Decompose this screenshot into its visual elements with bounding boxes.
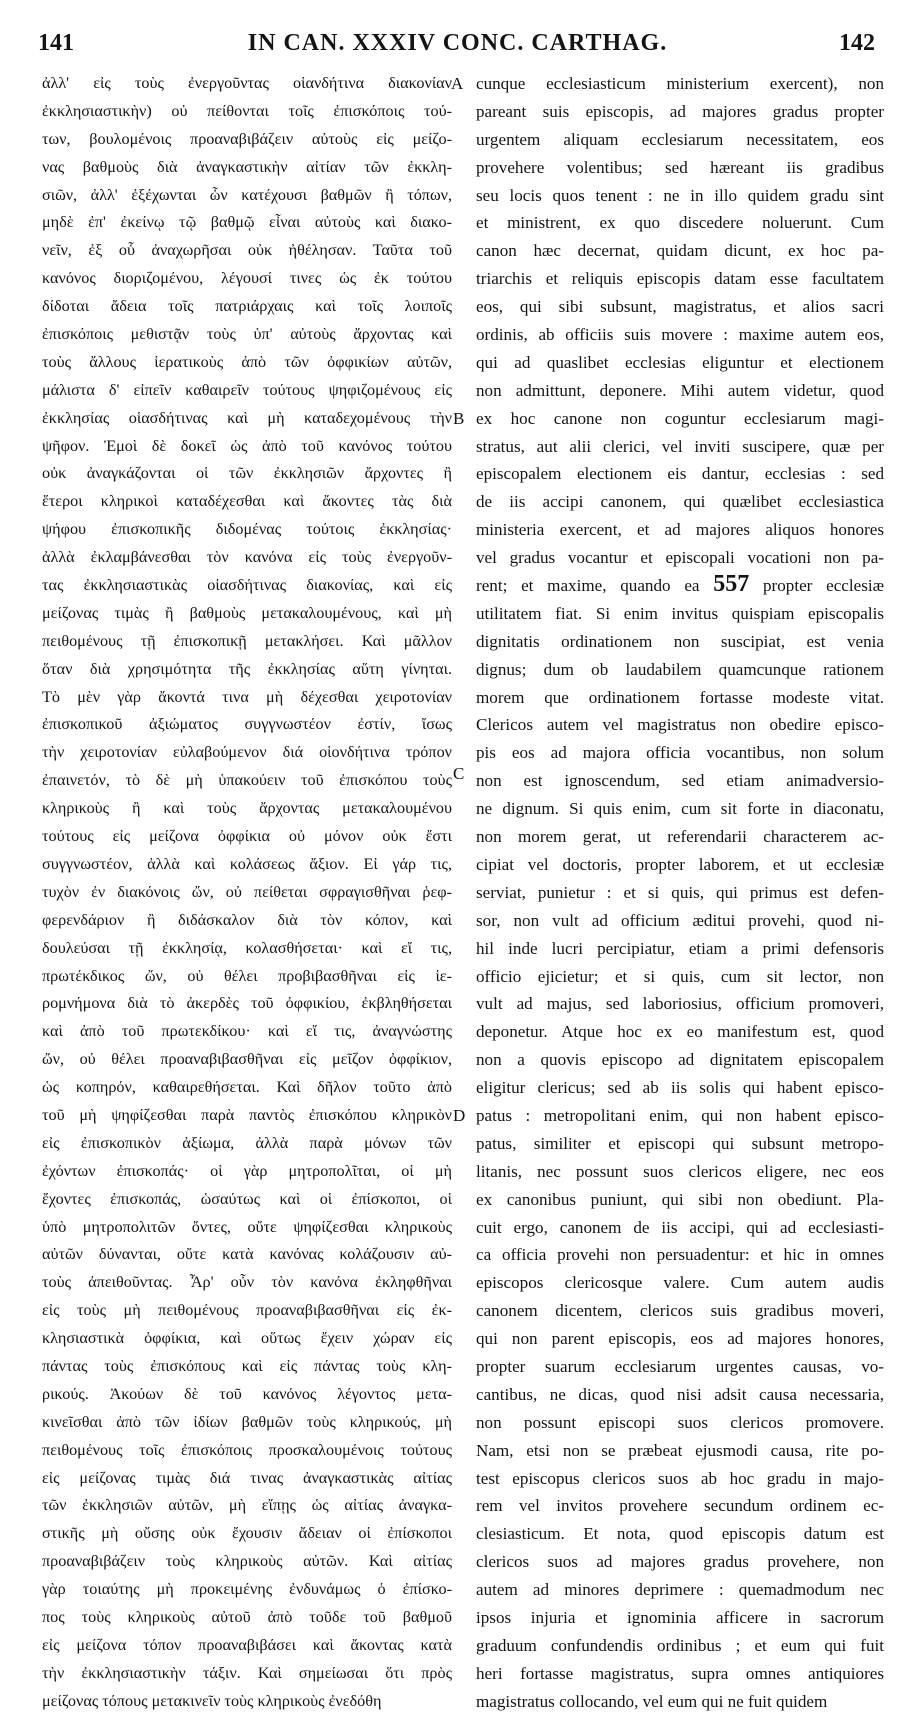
text-line: ex canonibus puniunt, qui sibi non obediunt. Pla- [476,1189,884,1209]
text-line: ὡς κοπηρόν, καθαιρεθήσεται. Καὶ δῆλον τοῦτο ἀπὸ [42,1078,452,1097]
text-line: πειθομένους τῇ ἐπισκοπικῇ μετακλήσει. Καὶ μᾶλλον [42,631,452,650]
text-line: qui non parent episcopis, eos ad majores honores, [476,1329,884,1349]
text-line: ἀλλὰ ἐκλαμβάνεσθαι τὸν κανόνα εἰς τοὺς ἐνεργοῦν- [42,548,452,567]
text-line: ὑπὸ μητροπολιτῶν ὄντες, οὔτε ψηφίζεσθαι κληρικοὺς [42,1217,452,1236]
text-line: κινεῖσθαι ἀπὸ τῶν ἰδίων βαθμῶν τοὺς κληρικούς, μὴ [42,1412,452,1431]
text-line: ἐπαινετόν, τὸ δὲ μὴ ὑπακούειν τοῦ ἐπισκόπου τοὺς [42,771,452,790]
text-line: σιῶν, ἀλλ' ἐξέχωνται ὧν κατέχουσι βαθμῶν ἢ τόπων, [42,185,452,204]
text-line: μηδὲ ἐπ' ἐκείνῳ τῷ βαθμῷ εἶναι αὐτοὺς καὶ διακο- [42,213,452,232]
text-line: canon hæc decernat, quidam dicunt, ex hoc pa- [476,241,884,261]
text-line: κανόνος διοριζομένου, λέγουσί τινες ὡς ἐκ τούτου [42,269,452,288]
text-line: dignitatis ordinationem non suscipiat, est venia [476,631,884,651]
text-line: προαναβιβάζειν τοὺς κληρικοὺς αὐτῶν. Καὶ αἰτίας [42,1552,452,1571]
text-line: pareant suis episcopis, ad majores gradus propter [476,101,884,121]
text-line: νας βαθμοὺς διὰ ἀναγκαστικὴν αἰτίαν τῶν ἐκκλη- [42,157,452,176]
text-line: deponetur. Atque hoc ex eo manifestum est, quod [476,1022,884,1042]
latin-column [476,70,884,1716]
text-line: ἐκκλησιαστικὴν) οὐ πείθονται τοῖς ἐπισκόποις τού- [42,101,452,120]
text-line: των, βουλομένοις προαναβιβάζειν αὐτοὺς εἰς μείζο- [42,129,452,148]
text-line: ἐχόντων ἐπισκοπάς· οἱ γὰρ μητροπολῖται, οἱ μὴ [42,1161,452,1180]
text-line: πρωτέκδικος ὤν, οὐ θέλει προβιβασθῆναι εἰς ἱε- [42,966,452,985]
text-line: ca officia provehi non persuadentur: et hic in omnes [476,1245,884,1265]
text-line: seu locis quos tenent : ne in illo quidem gradu sint [476,185,884,205]
text-line: ministeria exercent, et ad majores aliquos honores [476,520,884,540]
text-line: episcopos clericosque valere. Cum autem audis [476,1273,884,1293]
text-line: morem que ordinationem fortasse modeste vitat. [476,687,884,707]
text-line: τὴν χειροτονίαν εὐλαβούμενον διά οἱονδήτινα τρόπον [42,743,452,762]
text-line: ipsos injuria et ignominia afficere in sacrorum [476,1607,884,1627]
text-line: graduum confundendis ordinibus ; et eum qui fuit [476,1635,884,1655]
text-line: cunque ecclesiasticum ministerium exercent), non [476,74,884,93]
text-line: ne dignum. Si quis enim, cum sit forte in diaconatu, [476,799,884,819]
text-line: μείζονας τόπους μετακινεῖν τοὺς κληρικοὺς ἐνεδόθη [42,1691,382,1710]
section-marker-d: D [453,1106,466,1125]
text-line: ἐπισκόποις μεθιστᾷν τοὺς ὑπ' αὐτοὺς ἄρχοντας καὶ [42,325,452,344]
text-line: triarchis et reliquis episcopis datam esse facultatem [476,269,884,289]
text-line: officio ejicietur; et si quis, cum sit lector, non [476,966,884,986]
text-line: hil inde lucri percipiatur, etiam a primi defensoris [476,938,884,958]
text-line: pis eos ad majora officia vocantibus, non solum [476,743,884,763]
text-line: γὰρ τοιαύτης μὴ προκειμένης ἐνδυνάμως ὁ ἐπίσκο- [42,1580,452,1599]
text-line: dignus; dum ob laudabilem quamcunque rationem [476,659,884,679]
text-line: stratus, aut alii clerici, vel inviti suscipere, quæ per [476,436,884,456]
text-line: cantibus, ne dicas, quod nisi adsit causa necessaria, [476,1384,884,1404]
greek-column [42,70,452,1716]
text-line: ἔχοντες ἐπισκοπάς, ὡσαύτως καὶ οἱ ἐπίσκοποι, οἱ [42,1189,452,1208]
text-line: patus : metropolitani enim, qui non habent episco- [476,1105,884,1125]
text-line: Τὸ μὲν γὰρ ἄκοντά τινα μὴ δέχεσθαι χειροτονίαν [42,687,452,706]
text-line: συγγνωστέον, ἀλλὰ καὶ κολάσεως ἄξιον. Εἰ γάρ τις, [42,854,452,873]
text-line: rem vel invitos provehere secundum ordinem ec- [476,1496,884,1516]
text-line: ὤν, οὐ θέλει προαναβιβασθῆναι εἰς μεῖζον ὀφφίκιον, [42,1050,452,1069]
text-line: non admittunt, deponere. Mihi autem videtur, quod [476,380,884,400]
text-line: et ministrent, ex quo discedere noluerunt. Cum [476,213,884,233]
text-line: cuit ergo, canonem de iis accipi, qui ad ecclesiasti- [476,1217,884,1237]
text-line: πειθομένους τοῖς ἐπισκόποις προσκαλουμένοις τούτους [42,1440,452,1459]
text-line: provehere volentibus; sed hæreant iis gradibus [476,157,884,177]
text-line: urgentem aliquam ecclesiarum necessitatem, eos [476,129,884,149]
text-line: Nam, etsi non se præbeat ejusmodi causa, rite po- [476,1440,884,1460]
page-number-right: 142 [839,30,875,56]
text-line: Clericos autem vel magistratus non obedire episco- [476,715,884,735]
text-line: δίδοται ἄδεια τοῖς πατριάρχαις καὶ τοῖς λοιποῖς [42,297,452,316]
text-line: ἀλλ' εἰς τοὺς ἐνεργοῦντας οἱανδήτινα διακονίαν [42,74,452,92]
text-line: εἰς τοὺς μὴ πειθομένους προαναβιβασθῆναι εἰς ἐκ- [42,1301,452,1320]
text-line: ρομνήμονα διὰ τὸ ἀκερδὲς τοῦ ὀφφικίου, ἐκβληθήσεται [42,994,452,1013]
text-line: autem ad minores deprimere : quemadmodum nec [476,1580,884,1600]
text-line: δουλεύσαι τῇ ἐκκλησίᾳ, κολασθήσεται· καὶ εἴ τις, [42,938,452,957]
text-line: τοῦ μὴ ψηφίζεσθαι παρὰ παντὸς ἐπισκόπου κληρικὸν [42,1105,452,1124]
text-line: τούτους εἰς μείζονα ὀφφίκια οὐ μόνον οὐκ ἔστι [42,827,452,846]
text-line: τας ἐκκλησιαστικὰς οἱασδήτινας διακονίας, καὶ εἰς [42,576,452,595]
text-line: serviat, punietur : et si quis, qui primus est defen- [476,882,884,902]
text-line: litanis, nec possunt suos clericos eligere, nec eos [476,1161,884,1181]
text-line: εἰς μείζονας τιμὰς διά τινας ἀναγκαστικὰς αἰτίας [42,1468,452,1487]
section-marker-b: B [453,409,465,428]
text-line: vel gradus vocantur et episcopali vocationi non pa- [476,548,884,568]
text-line: episcopalem electionem eis dantur, ecclesias : sed [476,464,884,484]
text-line: τοὺς ἄλλους ἱερατικοὺς ἀπὸ τῶν ὀφφικίων αὐτῶν, [42,352,452,371]
text-line: αὐτῶν δύνανται, οὔτε κατὰ κανόνας κολάζουσιν αὐ- [42,1245,452,1264]
page-number-left: 141 [38,30,74,56]
text-line: πάντας τοὺς ἐπισκόπους καὶ εἰς πάντας τοὺς κλη- [42,1356,452,1375]
text-line: non a quovis episcopo ad dignitatem episcopalem [476,1050,884,1070]
text-line: non morem gerat, ut referendarii characterem ac- [476,827,884,847]
text-line: propter suarum ecclesiarum urgentes causas, vo- [476,1356,884,1376]
text-line: ordinis, ab officiis suis movere : maxime autem eos, [476,325,884,345]
text-line: de iis accipi canonem, qui quælibet ecclesiastica [476,492,884,512]
text-line: ρικούς. Ἀκούων δὲ τοῦ κανόνος λέγοντος μετα- [42,1384,452,1403]
text-line: τυχὸν ἐν διακόνοις ὤν, οὐ πείθεται σφραγισθῆναι ῥεφ- [42,882,452,901]
text-line: patus, similiter et episcopi qui subsunt metropo- [476,1133,884,1153]
text-line: κληρικοὺς ἢ καὶ τοὺς ἄρχοντας μετακαλουμένου [42,799,452,818]
text-line: clesiasticum. Et nota, quod episcopis datum est [476,1524,884,1544]
text-line: εἰς ἐπισκοπικὸν ἀξίωμα, ἀλλὰ παρὰ μόνων τῶν [42,1133,452,1152]
text-line: eos, qui sibi subsunt, magistratus, et alios sacri [476,297,884,317]
text-line [476,572,884,600]
text-line: ex hoc canone non coguntur ecclesiarum magi- [476,408,884,428]
text-line: πος τοὺς κληρικοὺς αὐτοῦ ἀπὸ τοῦδε τοῦ βαθμοῦ [42,1607,452,1626]
text-line: τὴν ἐκκλησιαστικὴν τάξιν. Καὶ σημείωσαι ὅτι πρὸς [42,1663,452,1682]
text-line: τοὺς ἀπειθοῦντας. Ἆρ' οὖν τὸν κανόνα ἐκληφθῆναι [42,1273,452,1292]
text-line: test episcopus clericos suos ab hoc gradu in majo- [476,1468,884,1488]
text-line: κλησιαστικὰ ὀφφίκια, καὶ οὕτως ἔχειν χώραν εἰς [42,1329,452,1348]
text-line: τῶν ἐκκλησιῶν αὐτῶν, μὴ εἴπῃς ὡς αἰτίας ἀναγκα- [42,1496,452,1515]
running-title: IN CAN. XXXIV CONC. CARTHAG. [247,30,668,56]
section-marker-c: C [453,764,465,783]
text-fragment: rent; et maxime, quando ea [476,576,714,596]
text-line: heri fortasse magistratus, supra omnes antiquiores [476,1663,884,1683]
text-fragment: propter ecclesiæ [749,576,884,596]
text-line: canonem dicentem, clericos suis gradibus moveri, [476,1301,884,1321]
text-line: qui ad quaslibet ecclesias eliguntur et electionem [476,352,884,372]
text-line: ἕτεροι κληρικοὶ καταδέχεσθαι καὶ ἄκοντες τὰς διὰ [42,492,452,511]
text-line: ἐπισκοπικοῦ ἀξιώματος συγγνωστέον ἐστίν, ἴσως [42,715,452,734]
section-marker-a: A [451,74,464,93]
text-line: sor, non vult ad officium æditui provehi, quod ni- [476,910,884,930]
column-number: 557 [713,572,750,598]
text-line: μάλιστα δ' εἰπεῖν καθαιρεῖν τούτους ψηφιζομένους εἰς [42,380,452,399]
text-line: καὶ ἀπὸ τοῦ πρωτεκδίκου· καὶ εἴ τις, ἀναγνώστης [42,1022,452,1041]
text-line: στικῆς μὴ οὔσης οὐκ ἔχουσιν ἄδειαν οἱ ἐπίσκοποι [42,1524,452,1543]
text-line: φερενδάριον ἢ διδάσκαλον διὰ τὸν κόπον, καὶ [42,910,452,929]
text-line: non est ignoscendum, sed etiam animadversio- [476,771,884,791]
text-line: οὐκ ἀναγκάζονται οἱ τῶν ἐκκλησιῶν ἄρχοντες ἢ [42,464,452,483]
running-header [30,30,885,64]
text-line: ψήφου ἐπισκοπικῆς διδομένας τούτοις ἐκκλησίας· [42,520,452,539]
text-line: magistratus collocando, vel eum qui ne fuit quidem [476,1691,828,1711]
text-line: clericos suos ad majores gradus provehere, non [476,1552,884,1572]
text-line: μείζονας τιμὰς ἢ βαθμοὺς μετακαλουμένους, καὶ μὴ [42,603,452,622]
text-line: cipiat vel doctoris, propter laborem, et ut ecclesiæ [476,854,884,874]
text-line: νεῖν, ἐξ οὗ ἀναχωρῆσαι οὐκ ἠθέλησαν. Ταῦτα τοῦ [42,241,452,260]
text-line: vult ad majus, sed laboriosius, officium promoveri, [476,994,884,1014]
text-line: εἰς μείζονα τόπον προαναβιβάσει καὶ ἄκοντας κατὰ [42,1635,452,1654]
text-line: ἐκκλησίας οἱασδήτινας καὶ μὴ καταδεχομένους τὴν [42,408,452,427]
text-line: utilitatem fiat. Si enim invitus quispiam episcopalis [476,603,884,623]
text-line: eligitur clericus; sed ab iis solis qui habent episco- [476,1078,884,1098]
text-line: non possunt episcopi suos clericos promovere. [476,1412,884,1432]
text-line: ψῆφον. Ἐμοὶ δὲ δοκεῖ ὡς ἀπὸ τοῦ κανόνος τούτου [42,436,452,455]
text-line: ὅταν διὰ χρησιμότητα τῆς ἐκκλησίας αὕτη γίνηται. [42,659,452,678]
